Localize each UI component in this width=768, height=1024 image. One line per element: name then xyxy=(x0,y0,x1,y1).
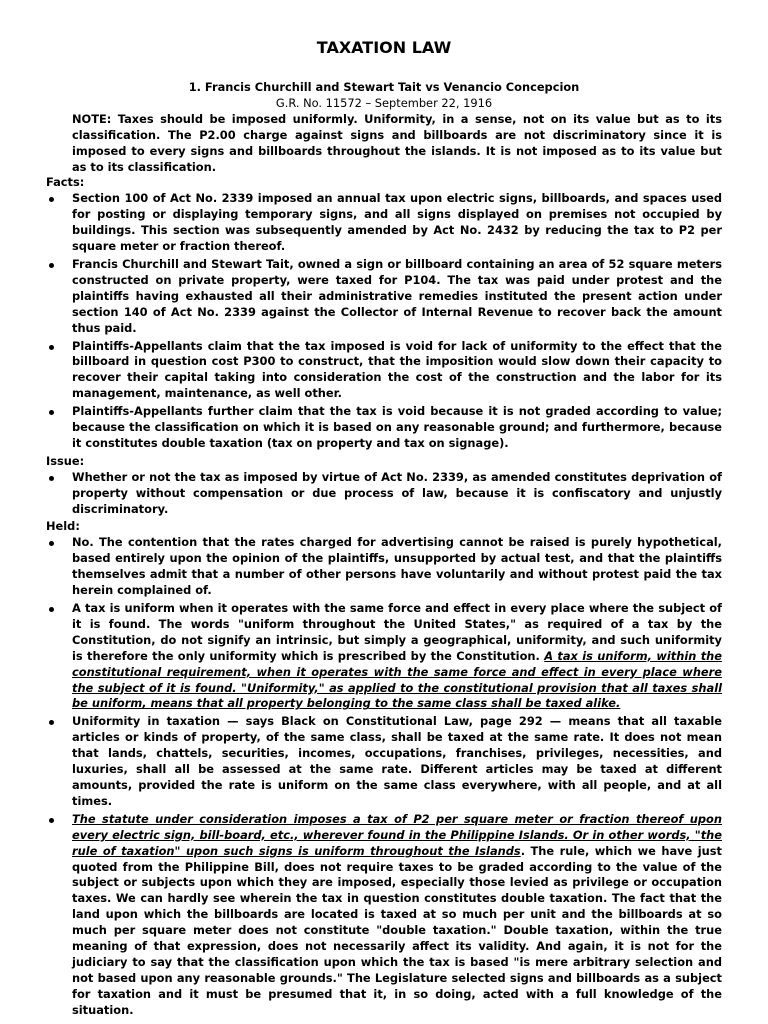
facts-item: Plaintiffs-Appellants further claim that the tax is void because it is not graded according to value; because the classification on which it is based on any reasonable ground; and furthermore, because it constitutes double taxation (tax on property and tax on signage). xyxy=(46,404,722,452)
note-text: Taxes should be imposed uniformly. Uniformity, in a sense, not on its value but as to its classification. The P2.00 charge against signs and billboards are not discriminatory since it is imposed to every signs and billboards throughout the islands. It is not imposed as to its value but as to its classification. xyxy=(72,111,722,174)
held-text: Uniformity in taxation — says Black on Constitutional Law, page 292 — means that all taxable articles or kinds of property, of the same class, shall be taxed at the same rate. It does not mean that lands, chattels, securities, incomes, occupations, franchises, privileges, necessities, and luxuries, shall all be assessed at the same rate. Different articles may be taxed at different amounts, provided the rate is uniform on the same class everywhere, with all people, and at all times. xyxy=(72,714,722,808)
held-text: . The contention that the rates charged for advertising cannot be raised is purely hypothetical, based entirely upon the opinion of the plaintiffs, unsupported by actual test, and that the plaintiffs themselves admit that a number of other persons have voluntarily and without protest paid the tax herein complained of. xyxy=(72,535,722,598)
facts-item: Francis Churchill and Stewart Tait, owned a sign or billboard containing an area of 52 square meters constructed on private property, were taxed for P104. The tax was paid under protest and the plaintiffs having exhausted all their administrative remedies instituted the present action under section 140 of Act No. 2339 against the Collector of Internal Revenue to recover back the amount thus paid. xyxy=(46,257,722,337)
held-answer: No xyxy=(72,535,90,550)
held-item xyxy=(46,601,722,712)
case-title: 1. Francis Churchill and Stewart Tait vs Venancio Concepcion xyxy=(188,80,580,94)
issue-item: Whether or not the tax as imposed by virtue of Act No. 2339, as amended constitutes deprivation of property without compensation or due process of law, because it is confiscatory and unjustly discriminatory. xyxy=(46,470,722,518)
facts-item: Plaintiffs-Appellants claim that the tax imposed is void for lack of uniformity to the effect that the billboard in question cost P300 to construct, that the imposition would slow down their capacity to recover their capital taking into consideration the cost of the construction and the labor for its management, maintenance, as well other. xyxy=(46,339,722,403)
held-emphasis: A tax is uniform, within the constitutional requirement, when it operates with the same force and effect in every place where the subject of it is found. "Uniformity," as applied to the constitutional provision that all taxes shall be uniform, means that all property belonging to the same class shall be taxed alike. xyxy=(72,648,722,711)
held-list xyxy=(46,535,722,1018)
facts-list xyxy=(46,191,722,452)
held-text: A tax is uniform when it operates with the same force and effect in every place where the subject of it is found. The words "uniform throughout the United States," as required of a tax by the Constitution, do not signify an intrinsic, but simply a geographical, uniformity, and such uniformity is therefore the only uniformity which is prescribed by the Constitution. xyxy=(72,601,722,663)
case-gr-number: G.R. No. 11572 – September 22, 1916 xyxy=(275,95,493,110)
held-item xyxy=(46,812,722,1019)
note-paragraph xyxy=(72,112,722,176)
issue-list xyxy=(46,470,722,518)
held-heading: Held: xyxy=(46,519,80,534)
note-label: NOTE: xyxy=(72,111,112,126)
held-emphasis: The statute under consideration imposes a tax of P2 per square meter or fraction thereof upon every electric sign, bill-board, etc., wherever found in the Philippine Islands. Or in other words, "the rule of taxation" upon such signs is uniform throughout the Islands xyxy=(72,811,722,858)
document-title: TAXATION LAW xyxy=(316,38,452,57)
held-item xyxy=(46,535,722,599)
held-text: . The rule, which we have just quoted from the Philippine Bill, does not require taxes to be graded according to the value of the subject or subjects upon which they are imposed, especially those levied as privilege or occupation taxes. We can hardly see wherein the tax in question constitutes double taxation. The fact that the land upon which the billboards are located is taxed at so much per unit and the billboards at so much per square meter does not constitute "double taxation." Double taxation, within the true meaning of that expression, does not necessarily affect its validity. And again, it is not for the judiciary to say that the classification upon which the tax is based "is mere arbitrary selection and not based upon any reasonable grounds." The Legislature selected signs and billboards as a subject for taxation and it must be presumed that it, in so doing, acted with a full knowledge of the situation. xyxy=(72,843,722,1017)
held-item xyxy=(46,714,722,809)
facts-item: Section 100 of Act No. 2339 imposed an annual tax upon electric signs, billboards, and spaces used for posting or displaying temporary signs, and all signs displayed on premises not occupied by buildings. This section was subsequently amended by Act No. 2432 by reducing the tax to P2 per square meter or fraction thereof. xyxy=(46,191,722,255)
issue-heading: Issue: xyxy=(46,453,85,468)
facts-heading: Facts: xyxy=(46,175,85,190)
